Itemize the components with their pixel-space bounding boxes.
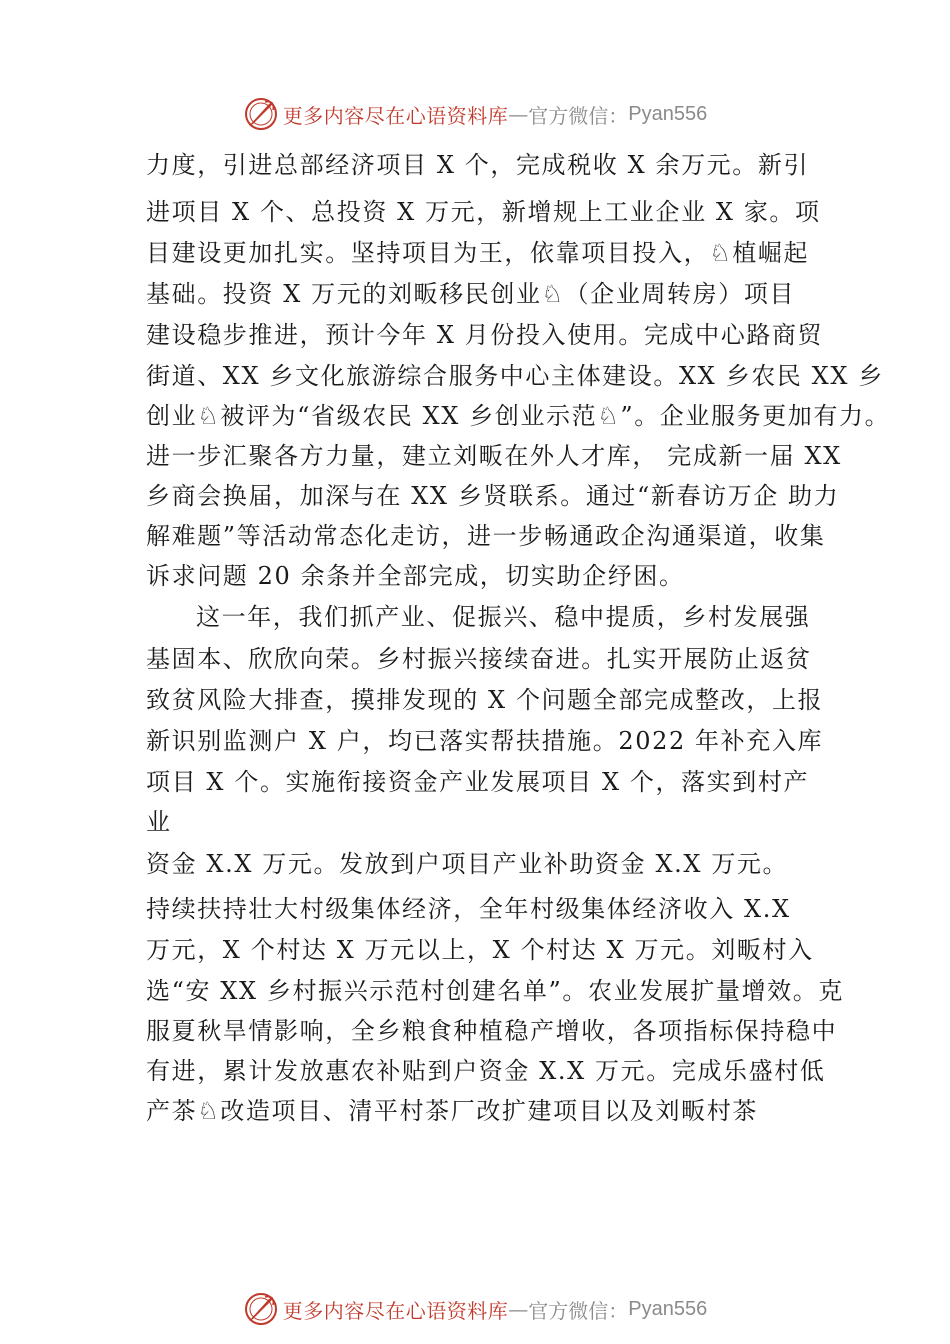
text-line: 解难题”等活动常态化走访，进一步畅通政企沟通渠道，收集 [146, 522, 826, 550]
wechat-label: 官方微信： [528, 103, 629, 128]
text-line: 街道、XX 乡文化旅游综合服务中心主体建设。XX 乡农民 XX 乡 [146, 362, 884, 390]
paragraph-first-line: 这一年，我们抓产业、促振兴、稳中提质，乡村发展强 [196, 603, 811, 631]
text-line: 持续扶持壮大村级集体经济，全年村级集体经济收入 X.X [146, 895, 791, 923]
text-line: 进项目 X 个、总投资 X 万元，新增规上工业企业 X 家。项 [146, 198, 821, 226]
quill-logo-icon [243, 96, 279, 132]
wechat-id: Pyan556 [628, 1297, 708, 1320]
text-line: 基础。投资 X 万元的刘畈移民创业♘（企业周转房）项目 [146, 280, 796, 308]
header-banner [0, 94, 950, 134]
footer-banner [0, 1289, 950, 1329]
text-line: 资金 X.X 万元。发放到户项目产业补助资金 X.X 万元。 [146, 850, 789, 878]
wechat-id: Pyan556 [628, 102, 708, 125]
text-line: 致贫风险大排查，摸排发现的 X 个问题全部完成整改，上报 [146, 686, 824, 714]
text-line: 选“安 XX 乡村振兴示范村创建名单”。农业发展扩量增效。克 [146, 977, 844, 1005]
brand-text: 更多内容尽在心语资料库 [282, 103, 509, 128]
text-line: 建设稳步推进，预计今年 X 月份投入使用。完成中心路商贸 [146, 321, 824, 349]
banner-dash: — [508, 1297, 529, 1321]
text-line: 业 [146, 808, 172, 836]
brand-text: 更多内容尽在心语资料库 [282, 1298, 509, 1323]
wechat-label: 官方微信： [528, 1298, 629, 1323]
banner-dash: — [508, 102, 529, 126]
text-line: 服夏秋旱情影响，全乡粮食种植稳产增收，各项指标保持稳中 [146, 1017, 838, 1045]
text-line: 力度，引进总部经济项目 X 个，完成税收 X 余万元。新引 [146, 151, 810, 179]
text-line: 诉求问题 20 余条并全部完成，切实助企纾困。 [146, 562, 685, 590]
text-line: 万元，X 个村达 X 万元以上，X 个村达 X 万元。刘畈村入 [146, 936, 814, 964]
text-line: 项目 X 个。实施衔接资金产业发展项目 X 个，落实到村产 [146, 768, 810, 796]
text-line: 进一步汇聚各方力量，建立刘畈在外人才库， 完成新一届 XX [146, 442, 842, 470]
text-line: 产茶♘改造项目、清平村茶厂改扩建项目以及刘畈村茶 [146, 1097, 758, 1125]
text-line: 新识别监测户 X 户，均已落实帮扶措施。2022 年补充入库 [146, 727, 824, 755]
text-line: 基固本、欣欣向荣。乡村振兴接续奋进。扎实开展防止返贫 [146, 645, 812, 673]
text-line: 乡商会换届，加深与在 XX 乡贤联系。通过“新春访万企 助力 [146, 482, 840, 510]
text-line: 目建设更加扎实。坚持项目为王，依靠项目投入，♘植崛起 [146, 239, 810, 267]
text-line: 创业♘被评为“省级农民 XX 乡创业示范♘”。企业服务更加有力。 [146, 402, 891, 430]
quill-logo-icon [243, 1291, 279, 1327]
text-line: 有进，累计发放惠农补贴到户资金 X.X 万元。完成乐盛村低 [146, 1057, 826, 1085]
